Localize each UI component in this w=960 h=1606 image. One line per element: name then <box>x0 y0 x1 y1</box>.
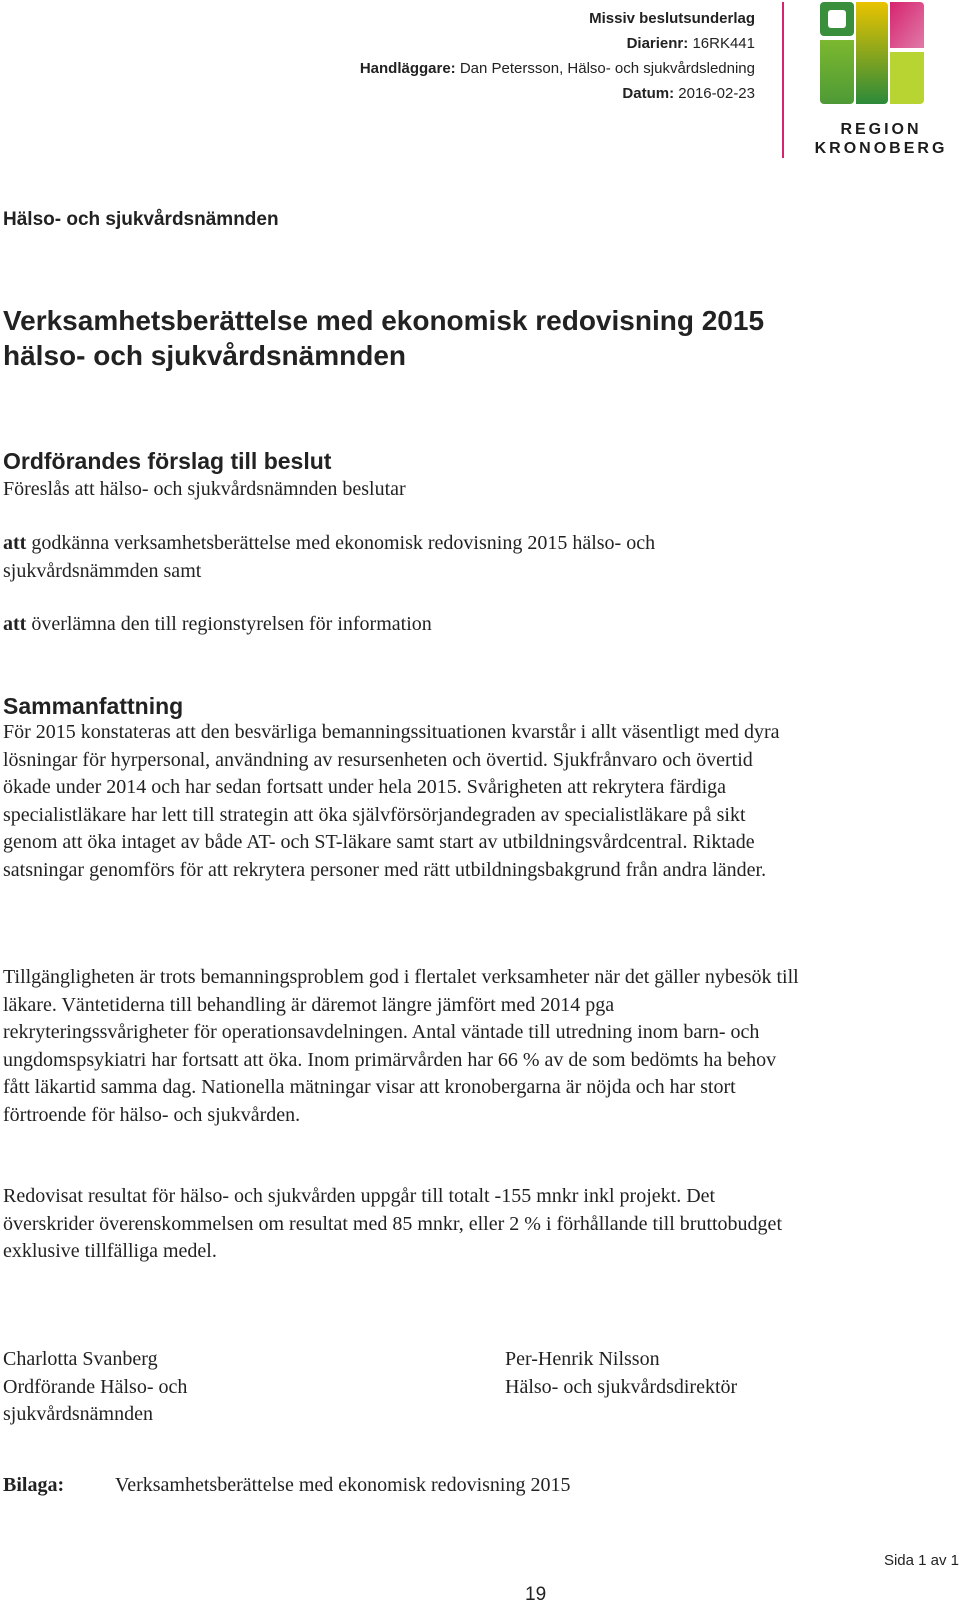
decision-item: att överlämna den till regionstyrelsen för information <box>3 613 432 635</box>
proposal-intro: Föreslås att hälso- och sjukvårdsnämnden beslutar <box>3 478 406 500</box>
handler-row: Handläggare: Dan Petersson, Hälso- och sjukvårdsledning <box>359 60 755 77</box>
document-meta <box>360 6 755 106</box>
signatory-role: Hälso- och sjukvårdsdirektör <box>505 1375 738 1398</box>
page-number: 19 <box>525 1584 547 1605</box>
appendix-label: Bilaga: <box>3 1474 65 1496</box>
signatory-name: Per-Henrik Nilsson <box>505 1348 660 1370</box>
proposal-heading: Ordförandes förslag till beslut <box>3 448 332 474</box>
summary-paragraph: För 2015 konstateras att den besvärliga bemanningssituationen kvarstår i allt väsentligt med dyra lösningar för hyrpersonal, användning av resursenheten och övertid. Sjukfrånvaro och övertid ökade under 2014 och har sedan fortsatt under hela 2015. Svårigheten att rekrytera färdiga specialistläkare har lett till strategin att öka självförsörjandegraden av specialistläkare på sikt genom att öka intaget av både AT- och ST-läkare samt start av utbildningsvårdcentral. Riktade satsningar genomförs för att rekrytera personer med rätt utbildningsbakgrund från andra länder. <box>3 721 780 881</box>
appendix-text: Verksamhetsberättelse med ekonomisk redovisning 2015 <box>115 1474 571 1496</box>
summary-paragraph: Tillgängligheten är trots bemanningsproblem god i flertalet verksamheter när det gäller nybesök till läkare. Väntetiderna till behandling är däremot längre jämfört med 2014 pga rekryteringssvårigheter för operationsavdelningen. Antal väntade till utredning inom barn- och ungdomspsykiatri har fortsatt att öka. Inom primärvården har 66 % av de som bedömts ha behov fått läkartid samma dag. Nationella mätningar visar att kronobergarna är nöjda och har stort förtroende för hälso- och sjukvården. <box>3 966 799 1126</box>
date-row: Datum: 2016-02-23 <box>622 85 755 102</box>
page-title: Verksamhetsberättelse med ekonomisk redovisning 2015 hälso- och sjukvårdsnämnden <box>3 305 765 371</box>
page-count: Sida 1 av 1 <box>883 1552 959 1569</box>
signature-right <box>505 1346 845 1401</box>
appendix <box>3 1472 903 1499</box>
signatory-name: Charlotta Svanberg <box>3 1348 158 1370</box>
logo-divider <box>782 2 784 158</box>
decision-item: att godkänna verksamhetsberättelse med ekonomisk redovisning 2015 hälso- och sjukvårdsnämmden samt <box>3 532 656 582</box>
doc-type: Missiv beslutsunderlag <box>589 10 755 27</box>
diarie-row: Diarienr: 16RK441 <box>626 35 755 52</box>
committee-name: Hälso- och sjukvårdsnämnden <box>3 209 279 230</box>
signature-left <box>3 1346 303 1429</box>
summary-heading: Sammanfattning <box>3 693 184 719</box>
logo-wordmark: REGION KRONOBERG <box>814 121 948 157</box>
summary-paragraph: Redovisat resultat för hälso- och sjukvården uppgår till totalt -155 mnkr inkl projekt. Det överskrider överenskommelsen om resultat med 85 mnkr, eller 2 % i förhållande till bruttobudget exklusive tillfälliga medel. <box>3 1185 782 1262</box>
signatory-role: Ordförande Hälso- och sjukvårdsnämnden <box>3 1375 188 1425</box>
